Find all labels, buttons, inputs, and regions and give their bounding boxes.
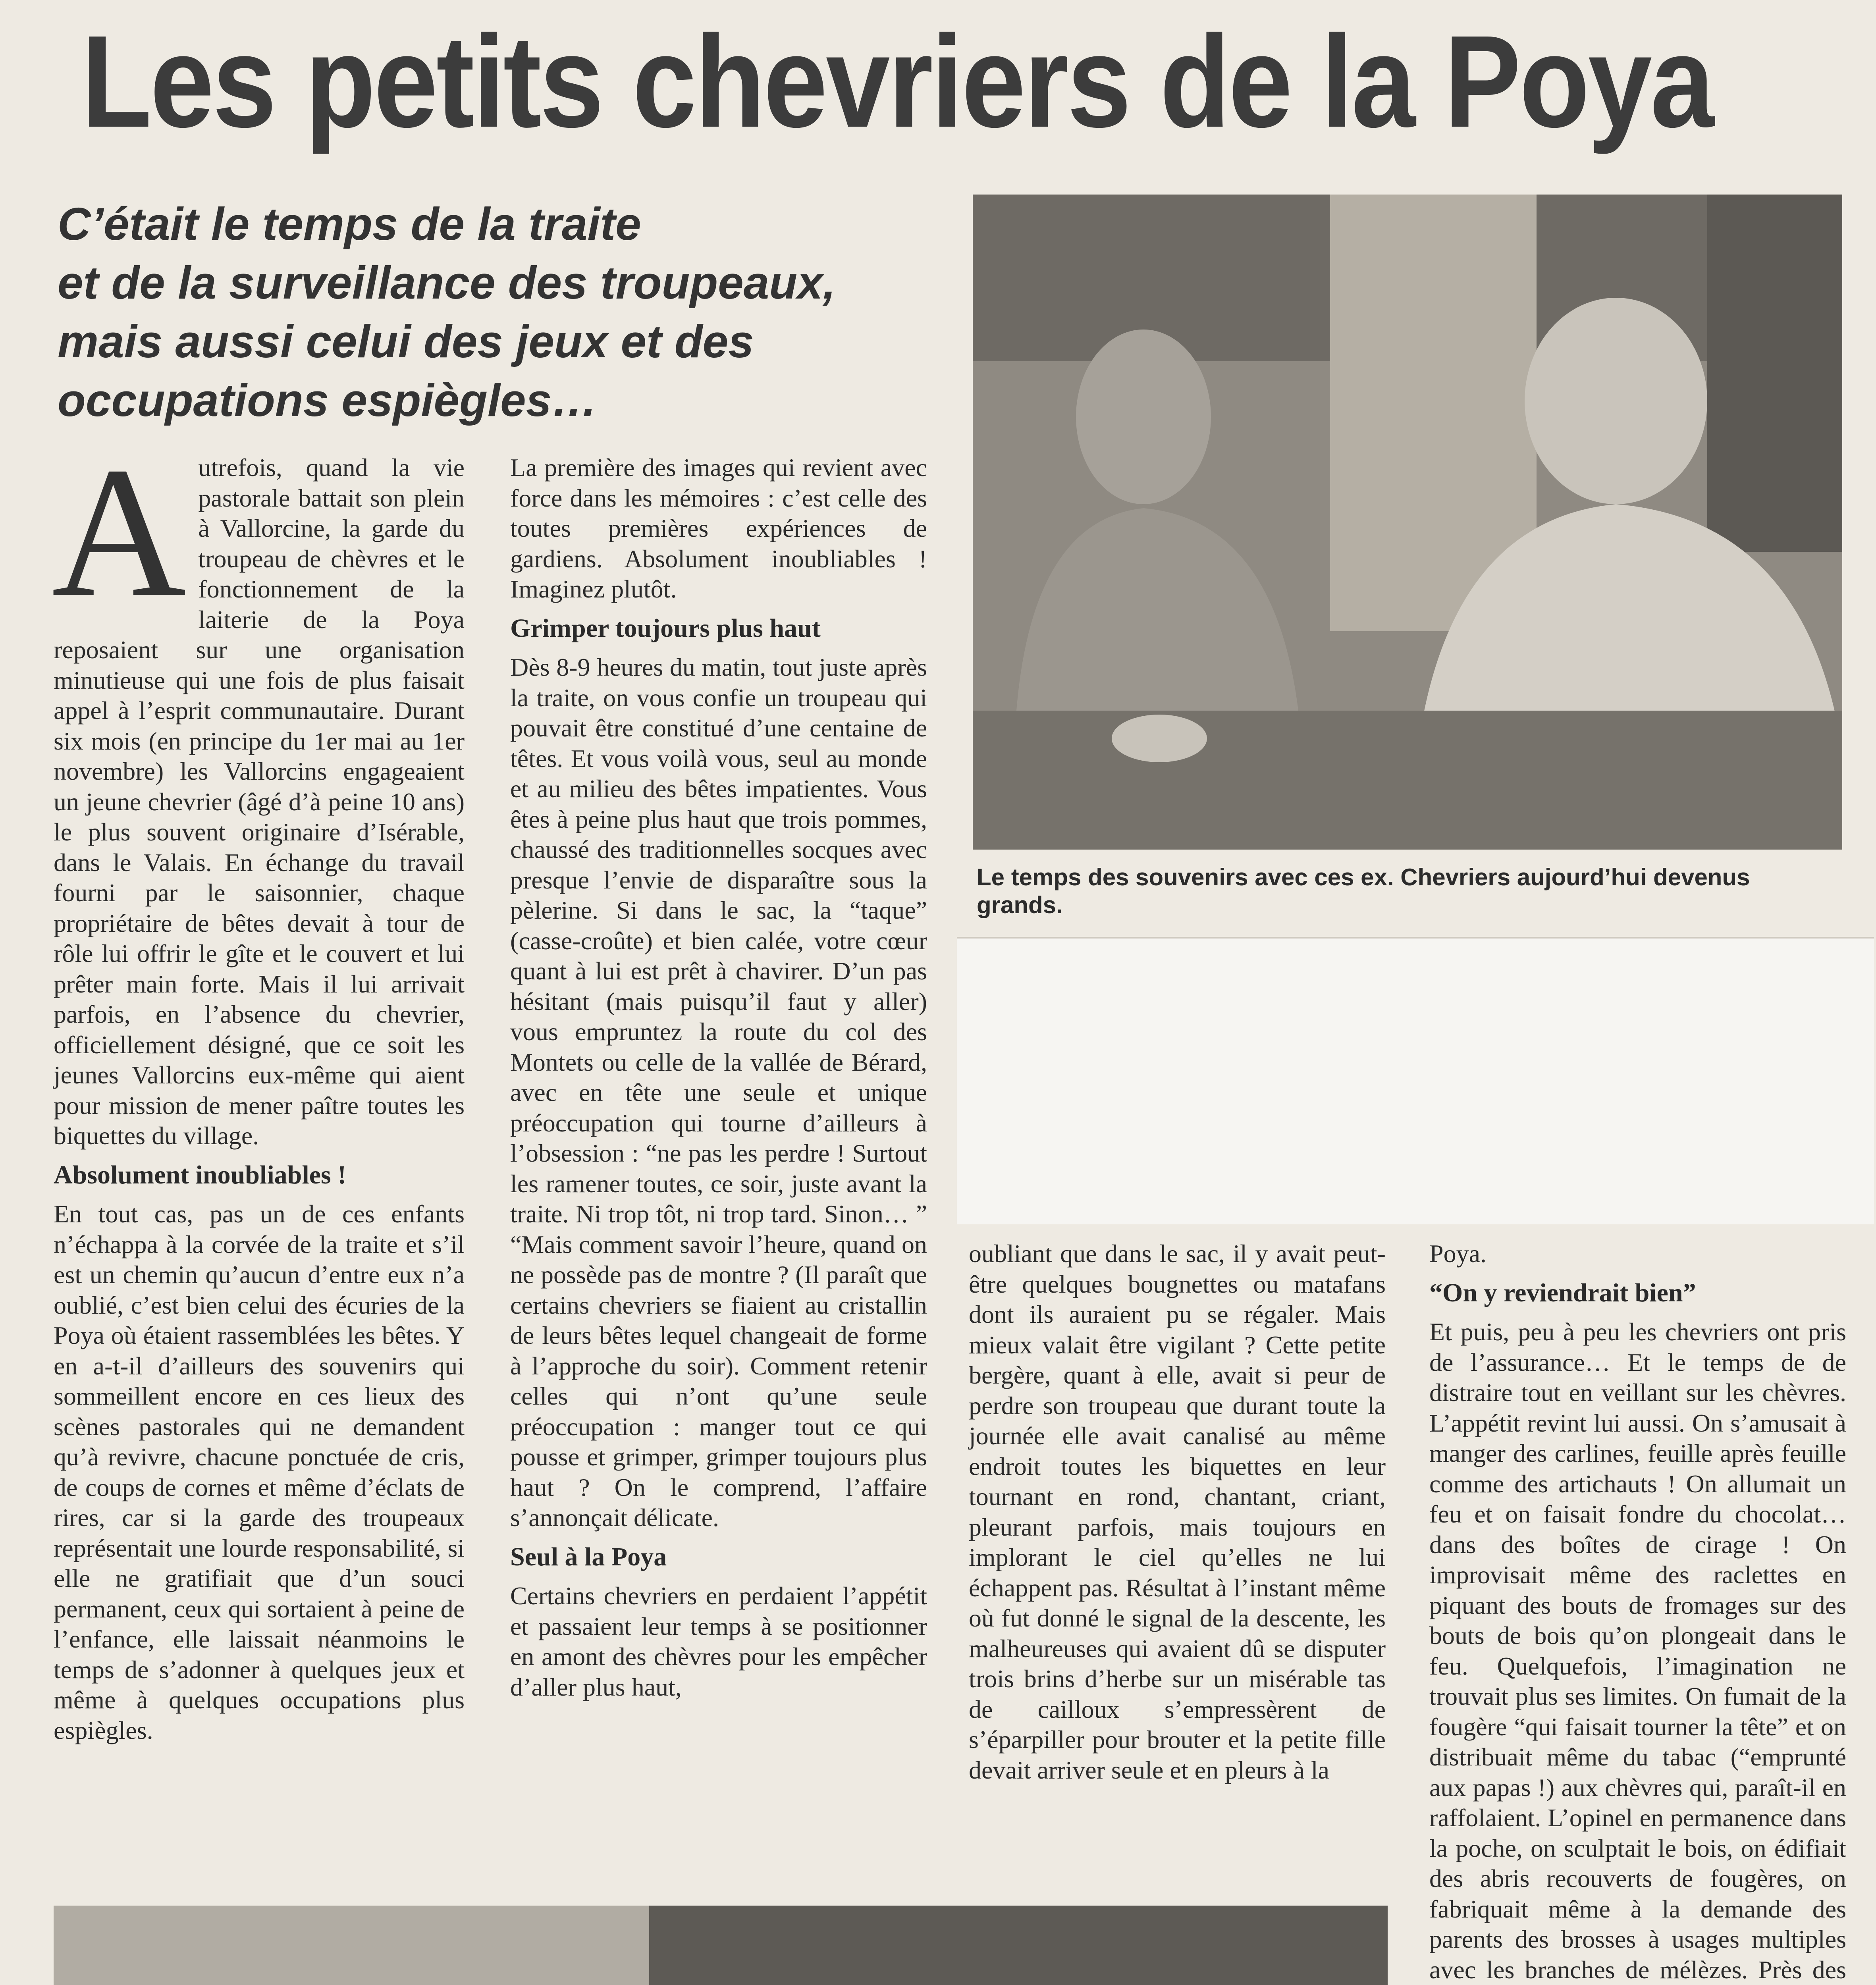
deck-line: mais aussi celui des jeux et des [58,316,754,367]
deck-line: occupations espiègles… [58,374,598,426]
paragraph: oubliant que dans le sac, il y avait peut-être quelques bougnettes ou matafans dont ils auraient pu se régaler. Mais mieux valait être vigilant ? Cette petite bergère, quant à elle, avait si peur de perdre son troupeau que durant toute la journée elle avait canalisé au même endroit toutes les biquettes en leur tournant en rond, chantant, criant, pleurant parfois, mais toujours en implorant le ciel qu’elles ne lui échappent pas. Résultat à l’instant même où fut donné le signal de la descente, les malheureuses qui avaient dû se disputer trois brins d’herbe sur un misérable tas de cailloux s’empressèrent de s’éparpiller pour brouter et la petite fille devait arriver seule et en pleurs à la [969,1239,1386,1784]
subhead: Absolument inoubliables ! [54,1160,347,1189]
subhead: “On y reviendrait bien” [1429,1278,1696,1307]
paragraph: Et puis, peu à peu les chevriers ont pris de l’assurance… Et le temps de de distraire tout en veillant sur les chèvres. L’appétit revint lui aussi. On s’amusait à manger des carlines, feuille après feuille comme des artichauts ! On allumait un feu et on faisait fondre du chocolat… dans des boîtes de cirage ! On improvisait même des raclettes en piquant des bouts de fromages sur des bouts de bois qu’on plongeait dans le feu. Quelquefois, l’imagination ne trouvait plus ses limites. On fumait de la fougère “qui faisait tourner la tête” et on distribuait même du tabac (“emprunté aux papas !) aux chèvres qui, paraît-il en raffolaient. L’opinel en permanence dans la poche, on sculptait le bois, on édifiait des abris recouverts de fougères, on fabriquait même à la demande des parents des brosses à usages multiples avec les branches de mélèzes. Près des [1429,1318,1846,1984]
photo-souvenirs-image [973,195,1842,850]
subhead: Seul à la Poya [510,1542,667,1571]
drop-cap: A [52,428,187,635]
caption-top-photo: Le temps des souvenirs avec ces ex. Chevriers aujourd’hui devenus grands. [977,864,1750,918]
paragraph: La première des images qui revient avec force dans les mémoires : c’est celle des toutes premières expériences de gardiens. Absolument inoubliables ! Imaginez plutôt. [510,453,927,603]
blank-area [957,937,1874,1224]
paragraph: Poya. [1429,1239,1487,1268]
column-4 [1429,1239,1846,1985]
photo-souvenirs [973,195,1842,850]
column-1 [52,428,465,1750]
paragraph: Certains chevriers en perdaient l’appétit et passaient leur temps à se positionner en amont des chèvres pour les empêcher d’aller plus haut, [510,1582,927,1701]
column-3 [969,1239,1386,1789]
headline: Les petits chevriers de la Poya [81,8,1713,154]
deck [58,195,931,430]
photo-ecuries-image [54,1906,1388,1985]
paragraph: utrefois, quand la vie pastorale battait son plein à Vallorcine, la garde du troupeau de chèvres et le fonctionnement de la laiterie de la Poya reposaient sur une organisation minutieuse qui une fois de plus faisait appel à l’esprit communautaire. Durant six mois (en principe du 1er mai au 1er novembre) les Vallorcins engageaient un jeune chevrier (âgé d’à peine 10 ans) le plus souvent originaire d’Isérable, dans le Valais. En échange du travail fourni par le saisonnier, chaque propriétaire de bêtes devait à tour de rôle lui offrir le gîte et le couvert et lui prêter main forte. Mais il lui arrivait parfois, en l’absence du chevrier, officiellement désigné, que ce soit les jeunes Vallorcins eux-même qui aient pour mission de mener paître toutes les biquettes du village. [54,453,465,1150]
column-2 [510,453,927,1706]
photo-ecuries [54,1906,1388,1985]
subhead: Grimper toujours plus haut [510,613,821,643]
deck-line: et de la surveillance des troupeaux, [58,257,836,308]
paragraph: Dès 8-9 heures du matin, tout juste après la traite, on vous confie un troupeau qui pouvait être constitué d’une centaine de têtes. Et vous voilà vous, seul au monde et au milieu des bêtes impatientes. Vous êtes à peine plus haut que trois pommes, chaussé des traditionnelles socques avec presque l’envie de disparaître sous la pèlerine. Si dans le sac, la “taque” (casse-croûte) et bien calée, votre cœur quant à lui est prêt à chavirer. D’un pas hésitant (mais puisqu’il faut y aller) vous empruntez la route du col des Montets ou celle de la vallée de Bérard, avec en tête une seule et unique préoccupation qui tourne d’ailleurs à l’obsession : “ne pas les perdre ! Surtout les ramener toutes, ce soir, juste avant la traite. Ni trop tôt, ni trop tard. Sinon… ” “Mais comment savoir l’heure, quand on ne possède pas de montre ? (Il paraît que certains chevriers se fiaient au cristallin de leurs bêtes lequel changeait de forme à l’approche du soir). Comment retenir celles qui n’ont qu’une seule préoccupation : manger tout ce qui pousse et grimper, grimper toujours plus haut ? On le comprend, l’affaire s’annonçait délicate. [510,653,927,1532]
deck-line: C’était le temps de la traite [58,198,641,250]
paragraph: En tout cas, pas un de ces enfants n’échappa à la corvée de la traite et s’il est un chemin qu’aucun d’entre eux n’a oublié, c’est bien celui des écuries de la Poya où étaient rassemblées les bêtes. Y en a-t-il d’ailleurs des souvenirs qui sommeillent encore en ces lieux des scènes pastorales qui ne demandent qu’à revivre, chacune ponctuée de cris, de coups de cornes et même d’éclats de rires, car si la garde des troupeaux représentait une lourde responsabilité, si elle ne gratifiait que d’un souci permanent, ceux qui sortaient à peine de l’enfance, elle laissait néanmoins le temps de s’adonner à quelques jeux et même à quelques occupations plus espiègles. [54,1200,465,1744]
